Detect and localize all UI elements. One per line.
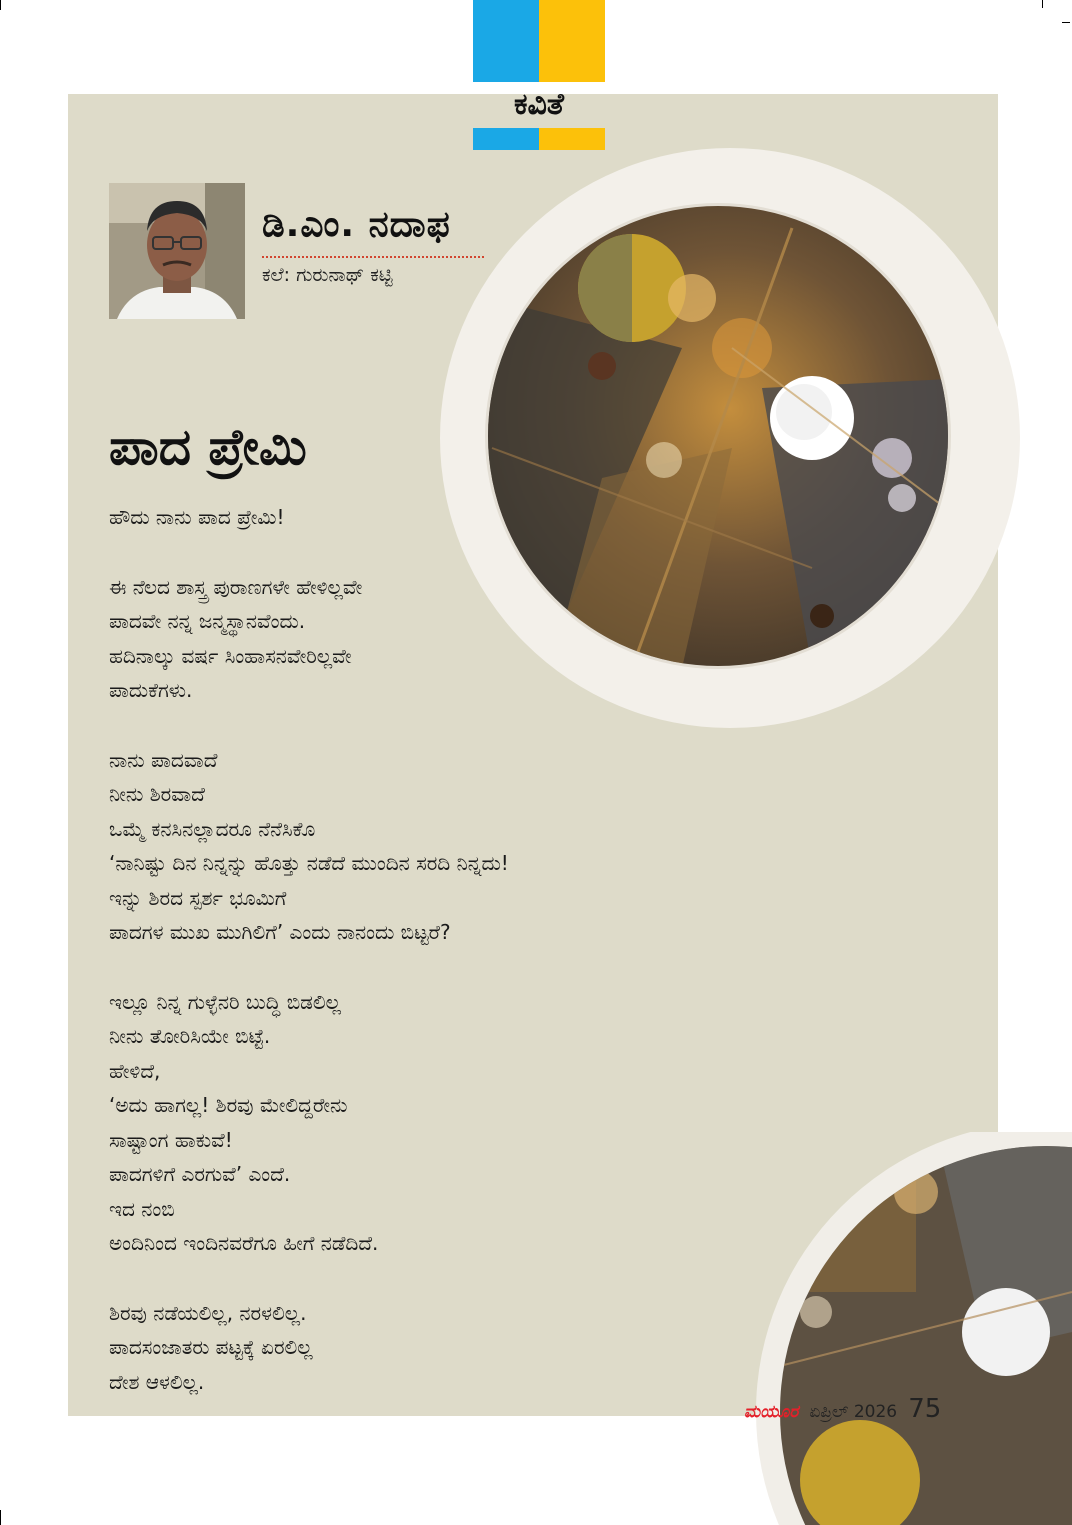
issue-date: ಏಪ್ರಿಲ್ 2026 [809, 1402, 898, 1422]
poem-line: ಅಂದಿನಿಂದ ಇಂದಿನವರೆಗೂ ಹೀಗೆ ನಡೆದಿದೆ. [109, 1231, 379, 1255]
header-blue-block [473, 0, 539, 82]
poem-line: ನೀನು ಶಿರವಾದೆ [109, 782, 205, 806]
stanza [109, 500, 729, 535]
poem-line: ಹೇಳಿದೆ, [109, 1058, 161, 1083]
header-yellow-bar [539, 128, 605, 150]
author-photo [109, 183, 245, 319]
poem-line: ದೇಶ ಆಳಲಿಲ್ಲ. [109, 1369, 205, 1394]
stanza [109, 743, 729, 950]
poem-line: ‘ನಾನಿಷ್ಟು ದಿನ ನಿನ್ನನ್ನು ಹೊತ್ತು ನಡೆದೆ ಮುಂದಿನ ಸರದಿ ನಿನ್ನದು! [109, 851, 509, 875]
poem-line: ಈ ನೆಲದ ಶಾಸ್ತ್ರ ಪುರಾಣಗಳೇ ಹೇಳಿಲ್ಲವೇ [109, 574, 363, 599]
poem-line: ಪಾದಸಂಜಾತರು ಪಟ್ಟಕ್ಕೆ ಏರಲಿಲ್ಲ [109, 1335, 313, 1359]
crop-mark [0, 1510, 1, 1525]
crop-mark [1062, 22, 1070, 23]
poem-line: ‘ಅದು ಹಾಗಲ್ಲ! ಶಿರವು ಮೇಲಿದ್ದರೇನು [109, 1093, 348, 1117]
poem-line: ನಾನು ಪಾದವಾದೆ [109, 747, 218, 772]
author-name: ಡಿ.ಎಂ. ನದಾಫ [262, 204, 451, 245]
poem-line: ಇನ್ನು ಶಿರದ ಸ್ಪರ್ಶ ಭೂಮಿಗೆ [109, 885, 287, 910]
poem-line: ಶಿರವು ನಡೆಯಲಿಲ್ಲ, ನರಳಲಿಲ್ಲ. [109, 1300, 307, 1325]
magazine-brand: ಮಯೂರ [744, 1402, 799, 1422]
poem-line: ಇಲ್ಲೂ ನಿನ್ನ ಗುಳ್ಳೆನರಿ ಬುದ್ಧಿ ಬಿಡಲಿಲ್ಲ [109, 989, 341, 1014]
header-yellow-block [539, 0, 605, 82]
page-footer [744, 1394, 941, 1424]
poem-line: ಹೌದು ನಾನು ಪಾದ ಪ್ರೇಮಿ! [109, 505, 285, 529]
stanza [109, 1296, 729, 1400]
poem-body [109, 500, 729, 1434]
section-header [473, 0, 605, 150]
poem-line: ಪಾದಗಳ ಮುಖ ಮುಗಿಲಿಗೆ’ ಎಂದು ನಾನಂದು ಬಿಟ್ಟರೆ? [109, 920, 451, 944]
poem-line: ಒಮ್ಮೆ ಕನಸಿನಲ್ಲಾದರೂ ನೆನೆಸಿಕೊ [109, 816, 316, 841]
section-label: ಕವಿತೆ [514, 87, 564, 122]
poem-line: ಇದ ನಂಬಿ [109, 1196, 175, 1221]
header-blue-bar [473, 128, 539, 150]
crop-mark [1042, 0, 1043, 8]
poem-line: ಸಾಷ್ಟಾಂಗ ಹಾಕುವೆ! [109, 1127, 233, 1152]
poem-line: ಹದಿನಾಲ್ಕು ವರ್ಷ ಸಿಂಹಾಸನವೇರಿಲ್ಲವೇ [109, 643, 352, 668]
poem-title: ಪಾದ ಪ್ರೇಮಿ [109, 418, 307, 476]
poem-line: ನೀನು ತೋರಿಸಿಯೇ ಬಿಟ್ಟೆ. [109, 1024, 271, 1048]
poem-line: ಪಾದವೇ ನನ್ನ ಜನ್ಮಸ್ಥಾನವೆಂದು. [109, 609, 306, 633]
stanza [109, 570, 729, 708]
page-number: 75 [908, 1394, 942, 1424]
abstract-painting-corner [756, 1132, 1072, 1525]
art-credit: ಕಲೆ: ಗುರುನಾಥ್ ಕಟ್ಟಿ [262, 264, 393, 286]
crop-mark [0, 0, 1, 10]
poem-line: ಪಾದಗಳಿಗೆ ಎರಗುವೆ’ ಎಂದೆ. [109, 1162, 291, 1186]
stanza [109, 985, 729, 1261]
poem-line: ಪಾದುಕೆಗಳು. [109, 678, 193, 702]
